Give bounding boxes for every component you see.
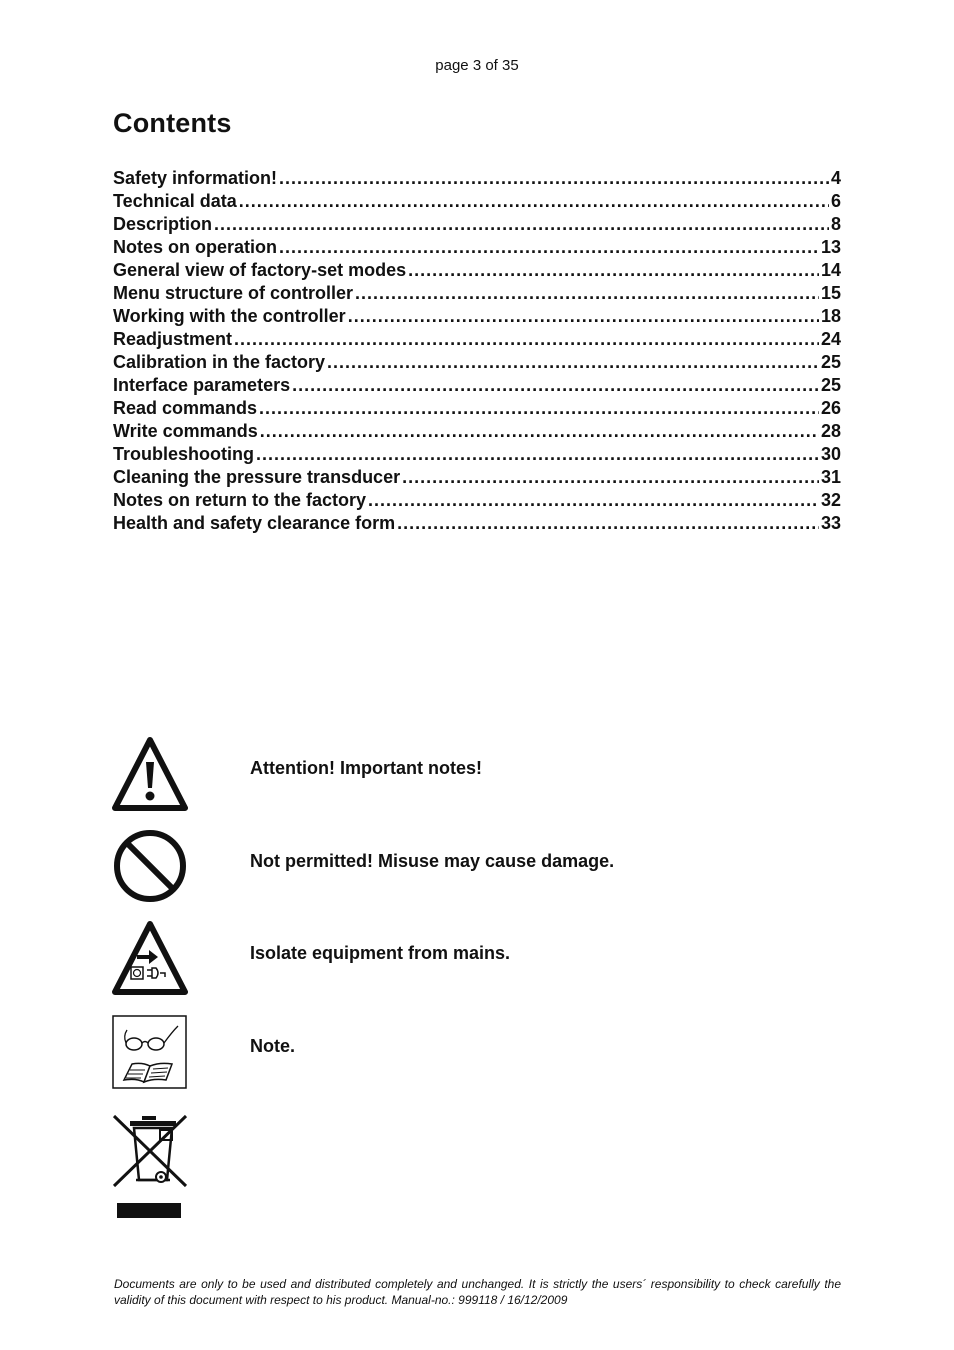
- toc-entry-label: Read commands: [113, 398, 258, 418]
- toc-entry-label: Health and safety clearance form: [113, 513, 396, 533]
- toc-leader-dots: [214, 214, 829, 235]
- toc-entry-label: Notes on return to the factory: [113, 490, 367, 510]
- toc-leader-dots: [260, 421, 819, 442]
- warning-triangle-icon: [112, 736, 188, 812]
- toc-entry-page: 28: [820, 421, 841, 441]
- toc-entry-label: Notes on operation: [113, 237, 278, 257]
- toc-entry-label: Calibration in the factory: [113, 352, 326, 372]
- toc-entry-label: Working with the controller: [113, 306, 346, 326]
- toc-entry[interactable]: [113, 283, 841, 306]
- toc-leader-dots: [402, 467, 819, 488]
- toc-entry-page: 8: [830, 214, 841, 234]
- toc-leader-dots: [279, 168, 829, 189]
- toc-leader-dots: [259, 398, 819, 419]
- toc-entry[interactable]: [113, 352, 841, 375]
- toc-entry[interactable]: [113, 329, 841, 352]
- toc-entry-label: Write commands: [113, 421, 258, 441]
- warning-label: Attention! Important notes!: [250, 758, 482, 778]
- toc-entry-label: Safety information!: [113, 168, 278, 188]
- page-title: Contents: [113, 108, 232, 138]
- toc-leader-dots: [292, 375, 819, 396]
- toc-entry[interactable]: [113, 214, 841, 237]
- toc-entry-label: General view of factory-set modes: [113, 260, 407, 280]
- toc-leader-dots: [408, 260, 819, 281]
- toc-entry-page: 13: [820, 237, 841, 257]
- toc-leader-dots: [234, 329, 819, 350]
- toc-entry[interactable]: [113, 237, 841, 260]
- toc-entry-page: 26: [820, 398, 841, 418]
- toc-entry-page: 31: [820, 467, 841, 487]
- toc-entry[interactable]: [113, 306, 841, 329]
- toc-entry[interactable]: [113, 513, 841, 536]
- toc-entry-page: 25: [820, 352, 841, 372]
- toc-entry-label: Menu structure of controller: [113, 283, 354, 303]
- toc-leader-dots: [355, 283, 819, 304]
- toc-entry-page: 25: [820, 375, 841, 395]
- toc-entry[interactable]: [113, 191, 841, 214]
- toc-leader-dots: [397, 513, 819, 534]
- toc-entry-page: 15: [820, 283, 841, 303]
- toc-entry[interactable]: [113, 375, 841, 398]
- toc-entry-page: 6: [830, 191, 841, 211]
- note-glasses-book-icon: [112, 1014, 188, 1090]
- prohibited-icon: [112, 828, 188, 904]
- page-number: page 3 of 35: [435, 57, 519, 74]
- toc-leader-dots: [368, 490, 819, 511]
- toc-entry-page: 24: [820, 329, 841, 349]
- toc-leader-dots: [279, 237, 819, 258]
- toc-entry[interactable]: [113, 398, 841, 421]
- toc-entry[interactable]: [113, 421, 841, 444]
- toc-entry-page: 18: [820, 306, 841, 326]
- toc-entry-label: Technical data: [113, 191, 237, 211]
- toc-entry-page: 30: [820, 444, 841, 464]
- toc-entry[interactable]: [113, 444, 841, 467]
- isolate-mains-icon: [112, 920, 188, 996]
- toc-entry-page: 14: [820, 260, 841, 280]
- toc-entry-label: Cleaning the pressure transducer: [113, 467, 401, 487]
- toc-entry-label: Interface parameters: [113, 375, 291, 395]
- toc-entry-page: 32: [820, 490, 841, 510]
- toc-leader-dots: [348, 306, 819, 327]
- toc-entry-page: 33: [820, 513, 841, 533]
- toc-entry[interactable]: [113, 260, 841, 283]
- table-of-contents: [113, 168, 841, 536]
- toc-leader-dots: [239, 191, 829, 212]
- toc-entry-page: 4: [830, 168, 841, 188]
- toc-entry[interactable]: [113, 467, 841, 490]
- toc-entry-label: Description: [113, 214, 213, 234]
- toc-leader-dots: [256, 444, 819, 465]
- note-label: Note.: [250, 1036, 295, 1056]
- toc-entry[interactable]: [113, 168, 841, 191]
- toc-entry-label: Troubleshooting: [113, 444, 254, 464]
- isolate-mains-label: Isolate equipment from mains.: [250, 943, 511, 963]
- toc-entry-label: Readjustment: [113, 329, 233, 349]
- weee-crossed-bin-icon: [112, 1112, 188, 1222]
- toc-leader-dots: [327, 352, 819, 373]
- prohibited-label: Not permitted! Misuse may cause damage.: [250, 851, 615, 871]
- footer-disclaimer: Documents are only to be used and distributed completely and unchanged. It is strictly the users´ responsibility to check carefully the validity of this document with respect to his product. Manual-no.: 999118 / 16/12/2009: [114, 1277, 841, 1307]
- toc-entry[interactable]: [113, 490, 841, 513]
